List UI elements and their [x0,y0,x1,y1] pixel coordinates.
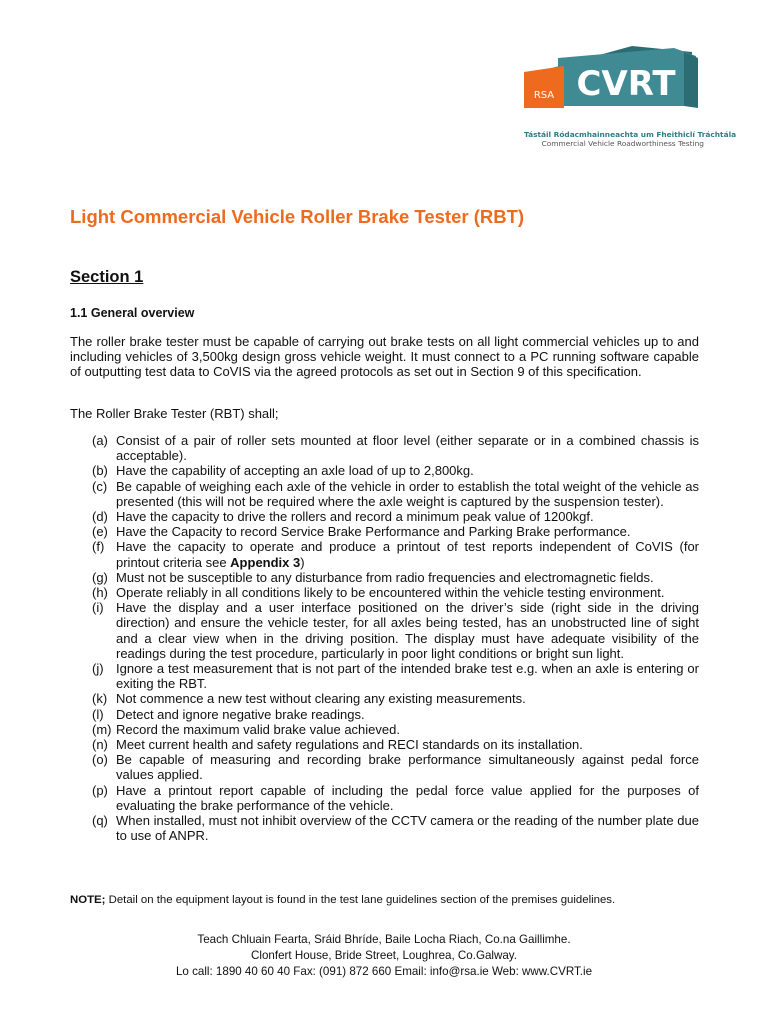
list-item [70,707,699,722]
list-marker: (f) [92,539,105,555]
list-item-text: Have the capability of accepting an axle load of up to 2,800kg. [116,463,474,479]
overview-paragraph: The roller brake tester must be capable of carrying out brake tests on all light commercial vehicles up to and including vehicles of 3,500kg design gross vehicle weight. It must connect to a PC running software capable of outputting test data to CoVIS via the agreed protocols as set out in Section 9 of this specification. [70,334,699,380]
list-item-text: Have the Capacity to record Service Brake Performance and Parking Brake performance. [116,524,631,540]
rbt-intro-paragraph: The Roller Brake Tester (RBT) shall; [70,406,279,421]
subsection-heading: 1.1 General overview [70,306,195,320]
list-marker: (e) [92,524,108,540]
list-marker: (b) [92,463,108,479]
list-marker: (h) [92,585,108,601]
list-item [70,509,699,524]
list-item-text [116,539,699,569]
list-item-text: Not commence a new test without clearing any existing measurements. [116,691,526,707]
note-label: NOTE; [70,894,106,906]
note-paragraph [70,893,710,907]
list-marker: (l) [92,706,104,722]
note-text: Detail on the equipment layout is found in the test lane guidelines section of the premises guidelines. [105,894,616,906]
list-marker: (c) [92,478,108,494]
list-marker: (q) [92,813,108,829]
list-marker: (n) [92,737,108,753]
list-item [70,524,699,539]
list-item-text: Have the display and a user interface positioned on the driver’s side (right side in the driving direction) and ensure the vehicle tester, for all axles being tested, has an unobstructed line of sight and a clear view when in the driving position. The display must have adequate visibility of the readings during the test procedure, particularly in poor light conditions or bright sun light. [116,600,699,661]
logo-tagline-irish: Tástáil Ródacmhainneachta um Fheithiclí Tráchtála [524,130,737,139]
list-item-text-start: Have the capacity to operate and produce a printout of test reports independent of CoVIS (for printout criteria see [116,539,699,570]
list-item-text: Have a printout report capable of including the pedal force value applied for the purposes of evaluating the brake performance of the vehicle. [116,782,699,813]
list-marker: (g) [92,569,108,585]
list-item [70,661,699,691]
list-item [70,737,699,752]
list-marker: (k) [92,691,108,707]
list-item-text: Ignore a test measurement that is not part of the intended brake test e.g. when an axle is entering or exiting the RBT. [116,661,699,692]
footer-address-english: Clonfert House, Bride Street, Loughrea, Co.Galway. [251,949,517,962]
list-marker: (p) [92,782,108,798]
list-item-text: Be capable of weighing each axle of the vehicle in order to establish the total weight of the vehicle as presented (this will not be required where the axle weight is captured by the suspension tester). [116,478,699,509]
list-item-text: Consist of a pair of roller sets mounted at floor level (either separate or in a combined chassis is acceptable). [116,433,699,464]
page-footer [0,932,768,980]
list-item [70,722,699,737]
footer-address-irish: Teach Chluain Fearta, Sráid Bhríde, Baile Locha Riach, Co.na Gaillimhe. [197,933,571,946]
list-item [70,479,699,509]
list-item [70,752,699,782]
list-marker: (a) [92,433,108,448]
rsa-logo-text: RSA [533,90,555,101]
list-item [70,539,699,569]
list-item-text: Be capable of measuring and recording brake performance simultaneously against pedal force values applied. [116,752,699,783]
list-marker: (m) [92,721,112,737]
section-heading: Section 1 [70,268,144,286]
list-item [70,570,699,585]
cvrt-logo-text: CVRT [576,64,676,104]
list-item-text: Have the capacity to drive the rollers and record a minimum peak value of 1200kgf. [116,509,594,525]
list-marker: (o) [92,752,108,768]
list-marker: (d) [92,509,108,525]
list-item-text: Must not be susceptible to any disturbance from radio frequencies and electromagnetic fields. [116,569,654,585]
list-item [70,691,699,706]
list-item-text: Operate reliably in all conditions likely to be encountered within the vehicle testing environment. [116,585,665,601]
list-item [70,585,699,600]
list-item [70,813,699,843]
list-item-text: When installed, must not inhibit overview of the CCTV camera or the reading of the number plate due to use of ANPR. [116,813,699,844]
list-item [70,783,699,813]
list-item-text-end: ) [300,554,305,570]
list-item-text: Record the maximum valid brake value achieved. [116,721,400,737]
requirements-list [70,433,699,843]
list-item [70,463,699,478]
list-marker: (j) [92,661,104,677]
document-title: Light Commercial Vehicle Roller Brake Tester (RBT) [70,206,525,227]
cvrt-logo [524,42,737,148]
cvrt-logo-graphic [524,42,704,130]
appendix-reference: Appendix 3 [230,554,301,570]
logo-tagline-english: Commercial Vehicle Roadworthiness Testing [541,139,704,148]
list-item [70,600,699,661]
footer-contact: Lo call: 1890 40 60 40 Fax: (091) 872 660 Email: info@rsa.ie Web: www.CVRT.ie [175,965,593,978]
list-item-text: Detect and ignore negative brake readings. [116,706,365,722]
list-item [70,433,699,463]
list-marker: (i) [92,600,104,616]
list-item-text: Meet current health and safety regulations and RECI standards on its installation. [116,737,583,753]
